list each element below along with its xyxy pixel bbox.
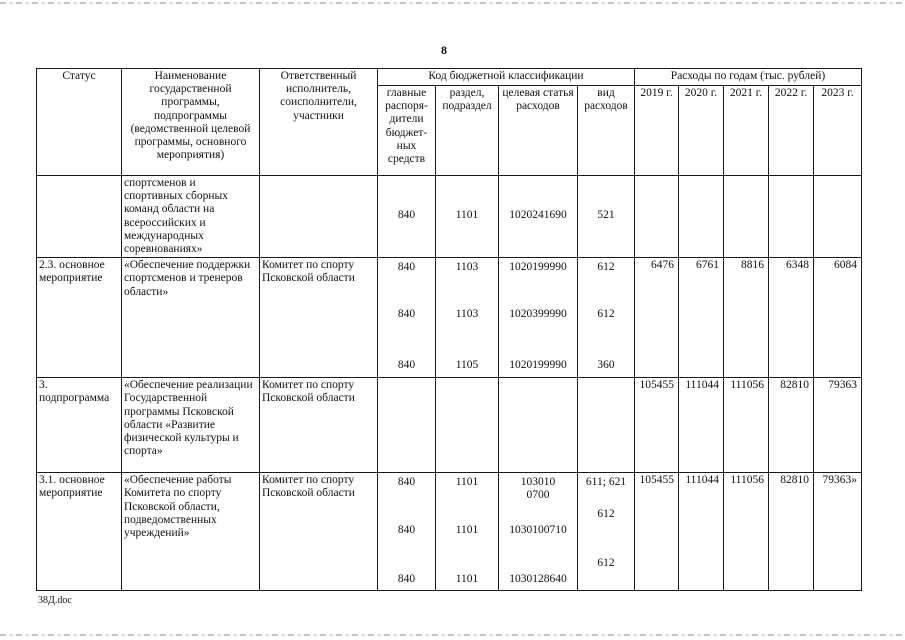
vid-value: 612 bbox=[597, 557, 615, 570]
csr-value: 1030128640 bbox=[509, 573, 567, 586]
razdel-value: 1103 bbox=[455, 308, 479, 321]
row-responsible bbox=[260, 176, 378, 258]
row-razdel-cell bbox=[436, 378, 499, 473]
row-responsible: Комитет по спорту Псковской области bbox=[260, 258, 378, 378]
expense-2019: 6476 bbox=[635, 258, 679, 378]
row-responsible: Комитет по спорту Псковской области bbox=[260, 473, 378, 591]
row-name: «Обеспечение поддержки спортсменов и тренеров области» bbox=[122, 258, 260, 378]
grbs-value: 840 bbox=[397, 476, 416, 489]
expense-2022: 6348 bbox=[769, 258, 814, 378]
expense-2021 bbox=[724, 176, 769, 258]
header-row-1 bbox=[37, 69, 862, 86]
row-responsible: Комитет по спорту Псковской области bbox=[260, 378, 378, 473]
razdel-value: 1101 bbox=[455, 476, 479, 489]
header-year-2019: 2019 г. bbox=[635, 86, 679, 176]
footer-filename: 38Д.doc bbox=[38, 595, 72, 606]
vid-value: 521 bbox=[597, 209, 615, 221]
expense-2020: 6761 bbox=[679, 258, 724, 378]
row-razdel-cell bbox=[436, 176, 499, 258]
row-grbs-cell bbox=[378, 258, 436, 378]
expense-2019: 105455 bbox=[635, 378, 679, 473]
budget-table bbox=[36, 68, 862, 591]
header-responsible: Ответственный исполнитель, соисполнители, участники bbox=[260, 69, 378, 176]
grbs-value: 840 bbox=[397, 261, 416, 274]
expense-2021: 111056 bbox=[724, 378, 769, 473]
expense-2019: 105455 bbox=[635, 473, 679, 591]
razdel-value: 1103 bbox=[455, 261, 479, 274]
csr-value: 1030100710 bbox=[509, 524, 567, 537]
razdel-value: 1105 bbox=[455, 359, 479, 372]
row-name: «Обеспечение работы Комитета по спорту Псковской области, подведомственных учреждений» bbox=[122, 473, 260, 591]
vid-value: 612 bbox=[597, 508, 615, 521]
csr-value: 103010 0700 bbox=[520, 476, 556, 502]
expense-2022 bbox=[769, 176, 814, 258]
expense-2020: 111044 bbox=[679, 378, 724, 473]
expense-2023: 79363» bbox=[814, 473, 862, 591]
row-grbs-cell bbox=[378, 378, 436, 473]
razdel-value: 1101 bbox=[455, 209, 479, 221]
header-budget-code: Код бюджетной классификации bbox=[378, 69, 635, 86]
grbs-value: 840 bbox=[397, 573, 416, 586]
row-vid-cell bbox=[578, 258, 635, 378]
header-status: Статус bbox=[37, 69, 122, 176]
csr-value: 1020199990 bbox=[509, 261, 567, 274]
header-expenses: Расходы по годам (тыс. рублей) bbox=[635, 69, 862, 86]
row-vid-cell bbox=[578, 473, 635, 591]
row-csr-cell bbox=[499, 258, 578, 378]
header-name: Наименование государственной программы, подпрограммы (ведомственной целевой программы, основного мероприятия) bbox=[122, 69, 260, 176]
row-status: 3. подпрограмма bbox=[37, 378, 122, 473]
vid-value: 612 bbox=[597, 308, 615, 321]
grbs-value: 840 bbox=[397, 524, 416, 537]
csr-value: 1020399990 bbox=[509, 308, 567, 321]
row-razdel-cell bbox=[436, 473, 499, 591]
header-year-2022: 2022 г. bbox=[769, 86, 814, 176]
row-vid-cell bbox=[578, 378, 635, 473]
csr-value: 1020241690 bbox=[509, 209, 567, 221]
expense-2021: 8816 bbox=[724, 258, 769, 378]
header-year-2021: 2021 г. bbox=[724, 86, 769, 176]
header-year-2023: 2023 г. bbox=[814, 86, 862, 176]
page-number: 8 bbox=[441, 43, 447, 57]
table-row bbox=[37, 473, 862, 591]
table-row bbox=[37, 176, 862, 258]
expense-2023: 79363 bbox=[814, 378, 862, 473]
expense-2020: 111044 bbox=[679, 473, 724, 591]
row-status: 3.1. основное мероприятие bbox=[37, 473, 122, 591]
scan-edge-top bbox=[0, 2, 905, 4]
vid-value: 360 bbox=[597, 359, 615, 372]
expense-2022: 82810 bbox=[769, 473, 814, 591]
row-vid-cell bbox=[578, 176, 635, 258]
grbs-value: 840 bbox=[397, 308, 416, 321]
header-year-2020: 2020 г. bbox=[679, 86, 724, 176]
expense-2023: 6084 bbox=[814, 258, 862, 378]
table-row bbox=[37, 378, 862, 473]
expense-2021: 111056 bbox=[724, 473, 769, 591]
row-grbs-cell bbox=[378, 176, 436, 258]
row-status: 2.3. основное мероприятие bbox=[37, 258, 122, 378]
row-name: спортсменов и спортивных сборных команд области на всероссийских и международных соревнованиях» bbox=[122, 176, 260, 258]
grbs-value: 840 bbox=[397, 209, 416, 221]
header-vid: вид расходов bbox=[578, 86, 635, 176]
expense-2020 bbox=[679, 176, 724, 258]
row-csr-cell bbox=[499, 473, 578, 591]
vid-value: 611; 621 bbox=[585, 476, 627, 489]
expense-2022: 82810 bbox=[769, 378, 814, 473]
row-csr-cell bbox=[499, 176, 578, 258]
row-status bbox=[37, 176, 122, 258]
expense-2019 bbox=[635, 176, 679, 258]
row-name: «Обеспечение реализации Государственной программы Псковской области «Развитие физической культуры и спорта» bbox=[122, 378, 260, 473]
row-csr-cell bbox=[499, 378, 578, 473]
table-row bbox=[37, 258, 862, 378]
scan-edge-bottom bbox=[0, 634, 905, 636]
row-razdel-cell bbox=[436, 258, 499, 378]
grbs-value: 840 bbox=[397, 359, 416, 372]
vid-value: 612 bbox=[597, 261, 615, 274]
row-grbs-cell bbox=[378, 473, 436, 591]
header-grbs: главные распоря-дители бюджет-ных средств bbox=[378, 86, 436, 176]
razdel-value: 1101 bbox=[455, 573, 479, 586]
header-razdel: раздел, подраздел bbox=[436, 86, 499, 176]
expense-2023 bbox=[814, 176, 862, 258]
header-csr: целевая статья расходов bbox=[499, 86, 578, 176]
csr-value: 1020199990 bbox=[509, 359, 567, 372]
razdel-value: 1101 bbox=[455, 524, 479, 537]
